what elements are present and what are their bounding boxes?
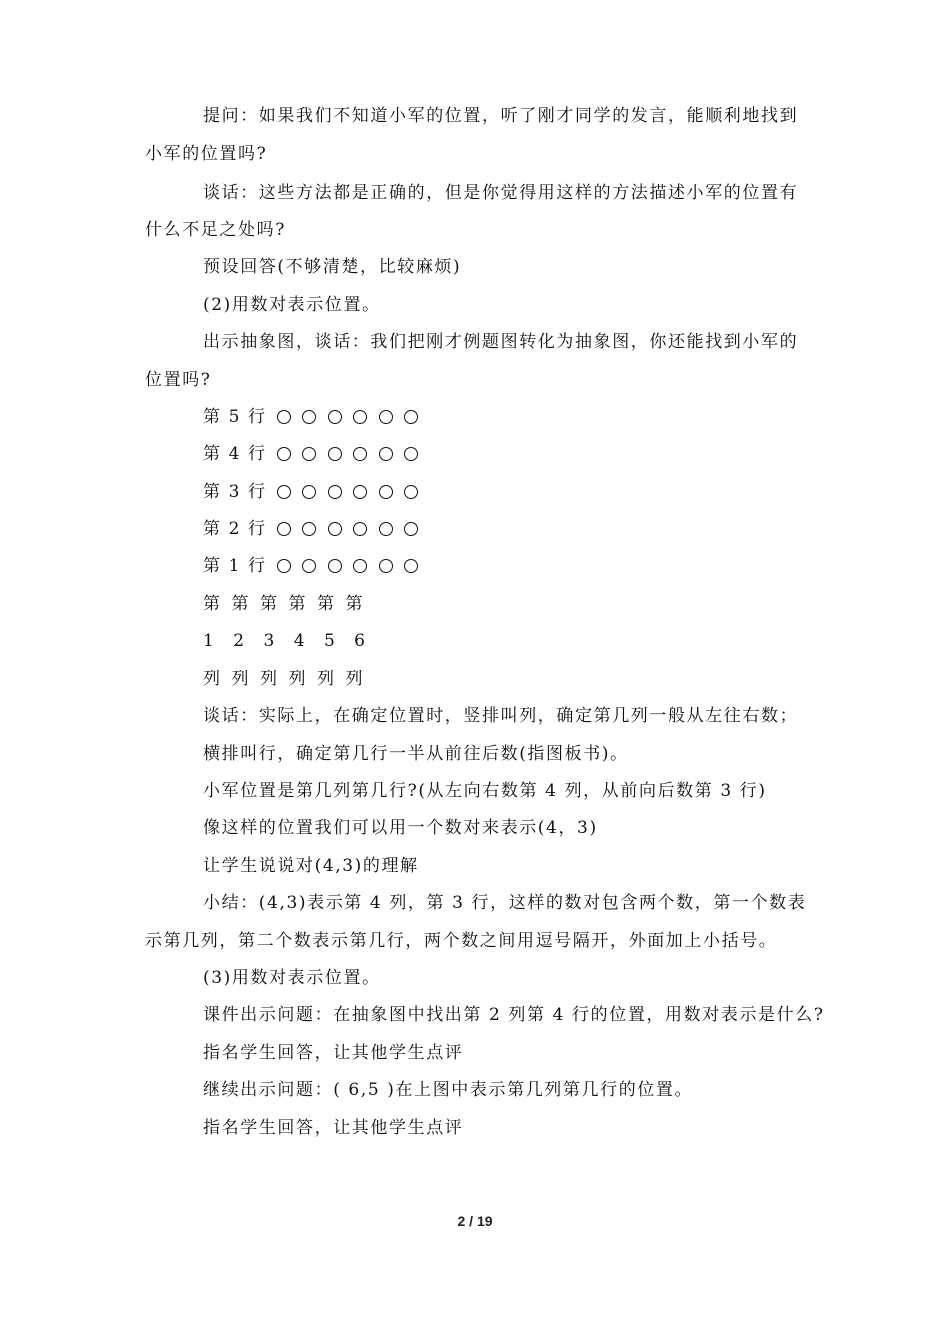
seat-circle-icon (328, 559, 342, 573)
column-number: 5 (323, 631, 342, 651)
seat-circle-icon (379, 447, 393, 461)
column-number: 1 (203, 631, 221, 651)
seat-row-1 (203, 555, 430, 577)
seat-circle-icon (328, 522, 342, 536)
row-label: 第 2 行 (203, 519, 267, 539)
seat-circle-icon (404, 485, 418, 499)
paragraph-line: 位置吗? (145, 370, 212, 390)
paragraph-line: (3)用数对表示位置。 (203, 968, 381, 988)
column-number: 6 (354, 631, 372, 651)
seat-circle-icon (379, 522, 393, 536)
seat-circle-icon (404, 522, 418, 536)
paragraph-line: 小军的位置吗? (145, 144, 268, 164)
seat-circle-icon (353, 447, 367, 461)
row-label: 第 4 行 (203, 444, 267, 464)
paragraph-line: 示第几列，第二个数表示第几行，两个数之间用逗号隔开，外面加上小括号。 (145, 931, 778, 951)
paragraph-line: 提问：如果我们不知道小军的位置，听了刚才同学的发言，能顺利地找到 (203, 106, 799, 126)
column-label-suffix: 列 (203, 669, 222, 689)
paragraph-line: 继续出示问题：( 6,5 )在上图中表示第几列第几行的位置。 (203, 1080, 694, 1100)
seat-circle-icon (302, 522, 316, 536)
column-label-suffix: 列 (260, 669, 279, 689)
seat-circle-icon (277, 410, 291, 424)
seat-circle-icon (302, 447, 316, 461)
paragraph-line: 小军位置是第几列第几行?(从左向右数第 4 列，从前向后数第 3 行) (203, 781, 767, 801)
seat-row-3 (203, 481, 430, 503)
seat-circle-icon (277, 522, 291, 536)
row-label: 第 1 行 (203, 556, 267, 576)
seat-circle-icon (379, 559, 393, 573)
column-label-prefix-row (203, 593, 374, 615)
page-number: 2 / 19 (457, 1213, 493, 1229)
seat-circle-icon (328, 447, 342, 461)
column-label-prefix: 第 (203, 594, 222, 614)
seat-circle-icon (277, 447, 291, 461)
row-label: 第 3 行 (203, 482, 267, 502)
paragraph-line: 出示抽象图，谈话：我们把刚才例题图转化为抽象图，你还能找到小军的 (203, 332, 799, 352)
paragraph-line: 什么不足之处吗? (145, 220, 286, 240)
seat-circle-icon (328, 410, 342, 424)
seat-circle-icon (353, 559, 367, 573)
paragraph-line: 指名学生回答，让其他学生点评 (203, 1043, 464, 1063)
seat-circle-icon (404, 410, 418, 424)
seat-circle-icon (404, 559, 418, 573)
column-number: 3 (263, 631, 282, 651)
column-label-prefix: 第 (317, 594, 336, 614)
seat-circle-icon (302, 559, 316, 573)
seat-circles (277, 406, 430, 428)
seat-circle-icon (379, 410, 393, 424)
seat-circle-icon (353, 522, 367, 536)
column-label-suffix-row (203, 668, 374, 690)
seat-circle-icon (277, 559, 291, 573)
seat-circles (277, 518, 430, 540)
column-number: 4 (293, 631, 312, 651)
column-label-prefix: 第 (260, 594, 279, 614)
row-label: 第 5 行 (203, 407, 267, 427)
seat-circle-icon (404, 447, 418, 461)
paragraph-line: 谈话：实际上，在确定位置时，竖排叫列，确定第几列一般从左往右数； (203, 706, 799, 726)
paragraph-line: 课件出示问题：在抽象图中找出第 2 列第 4 行的位置，用数对表示是什么? (203, 1005, 825, 1025)
paragraph-line: 预设回答(不够清楚，比较麻烦) (203, 257, 462, 277)
paragraph-line: 指名学生回答，让其他学生点评 (203, 1118, 464, 1138)
column-label-suffix: 列 (345, 669, 365, 689)
seat-row-2 (203, 518, 430, 540)
paragraph-line: 谈话：这些方法都是正确的，但是你觉得用这样的方法描述小军的位置有 (203, 183, 799, 203)
column-label-prefix: 第 (345, 594, 365, 614)
seat-circles (277, 443, 430, 465)
column-label-prefix: 第 (288, 594, 308, 614)
column-label-suffix: 列 (288, 669, 308, 689)
paragraph-line: (2)用数对表示位置。 (203, 295, 381, 315)
paragraph-line: 像这样的位置我们可以用一个数对来表示(4，3) (203, 818, 598, 838)
seat-circles (277, 481, 430, 503)
seat-circles (277, 555, 430, 577)
seat-circle-icon (379, 485, 393, 499)
column-label-prefix: 第 (231, 594, 251, 614)
seat-circle-icon (277, 485, 291, 499)
seat-circle-icon (353, 410, 367, 424)
column-label-suffix: 列 (317, 669, 336, 689)
paragraph-line: 小结：(4,3)表示第 4 列，第 3 行，这样的数对包含两个数，第一个数表 (203, 893, 807, 913)
paragraph-line: 让学生说说对(4,3)的理解 (203, 856, 419, 876)
seat-circle-icon (353, 485, 367, 499)
column-number-row (203, 630, 372, 652)
seat-row-4 (203, 443, 430, 465)
seat-row-5 (203, 406, 430, 428)
seat-circle-icon (302, 410, 316, 424)
column-label-suffix: 列 (231, 669, 251, 689)
column-number: 2 (233, 631, 252, 651)
paragraph-line: 横排叫行，确定第几行一半从前往后数(指图板书)。 (203, 744, 629, 764)
seat-circle-icon (328, 485, 342, 499)
seat-circle-icon (302, 485, 316, 499)
